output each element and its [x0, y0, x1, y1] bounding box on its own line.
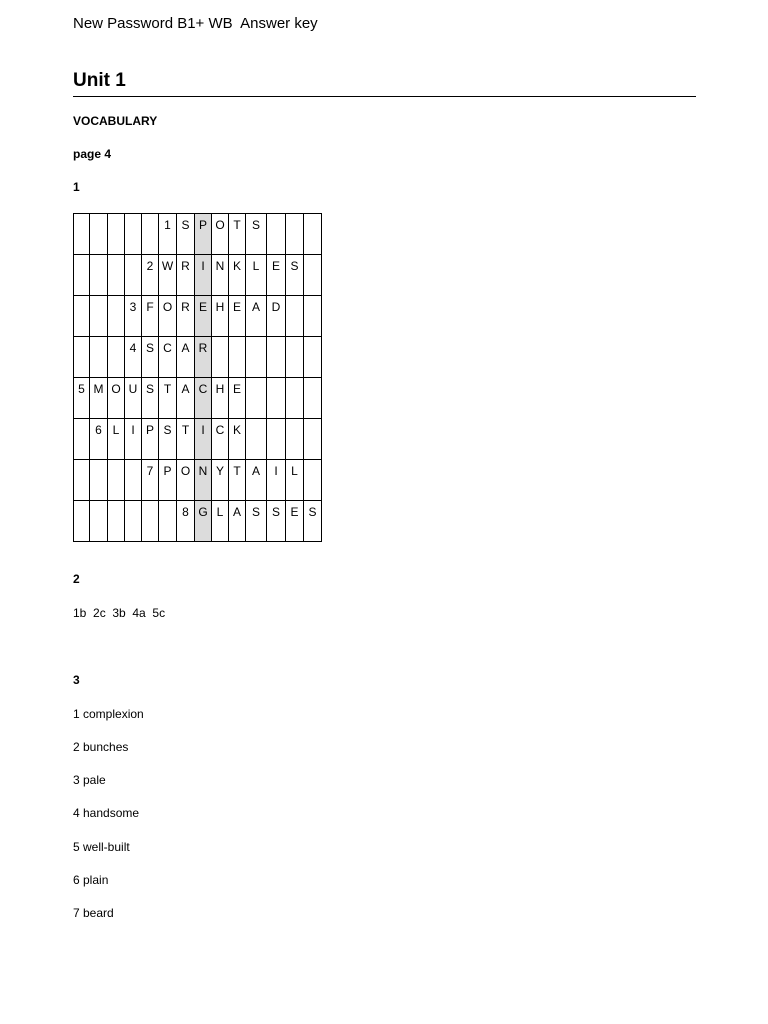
crossword-cell: I: [125, 419, 142, 460]
exercise-3-item: 7 beard: [73, 906, 114, 920]
crossword-cell: 5: [74, 378, 90, 419]
crossword-cell: [229, 337, 246, 378]
crossword-cell: L: [212, 501, 229, 542]
crossword-cell: [304, 460, 322, 501]
crossword-cell: [142, 501, 159, 542]
crossword-cell: U: [125, 378, 142, 419]
crossword-cell: [246, 378, 267, 419]
crossword-cell: [304, 378, 322, 419]
crossword-cell: F: [142, 296, 159, 337]
crossword-cell: T: [159, 378, 177, 419]
crossword-cell: Y: [212, 460, 229, 501]
crossword-cell: S: [246, 214, 267, 255]
crossword-cell: L: [246, 255, 267, 296]
crossword-cell: A: [177, 337, 195, 378]
crossword-cell: G: [195, 501, 212, 542]
crossword-cell: S: [177, 214, 195, 255]
crossword-cell: C: [212, 419, 229, 460]
crossword-cell: S: [246, 501, 267, 542]
crossword-cell: [108, 501, 125, 542]
crossword-cell: I: [195, 419, 212, 460]
crossword-cell: E: [229, 296, 246, 337]
crossword-cell: 1: [159, 214, 177, 255]
crossword-cell: E: [267, 255, 286, 296]
crossword-cell: [286, 378, 304, 419]
crossword-cell: R: [177, 296, 195, 337]
exercise-2-label: 2: [73, 572, 80, 586]
crossword-cell: [108, 214, 125, 255]
crossword-cell: [125, 255, 142, 296]
crossword-cell: T: [177, 419, 195, 460]
crossword-cell: C: [159, 337, 177, 378]
crossword-cell: P: [195, 214, 212, 255]
crossword-cell: [159, 501, 177, 542]
exercise-3-label: 3: [73, 673, 80, 687]
crossword-cell: N: [195, 460, 212, 501]
crossword-row: [74, 460, 322, 501]
crossword-cell: S: [142, 378, 159, 419]
crossword-cell: [267, 419, 286, 460]
crossword-cell: T: [229, 214, 246, 255]
crossword-cell: [212, 337, 229, 378]
crossword-cell: [304, 214, 322, 255]
crossword-cell: I: [267, 460, 286, 501]
crossword-cell: [90, 214, 108, 255]
exercise-3-item: 1 complexion: [73, 707, 144, 721]
crossword-cell: S: [159, 419, 177, 460]
crossword-cell: R: [177, 255, 195, 296]
crossword-cell: A: [177, 378, 195, 419]
crossword-cell: K: [229, 255, 246, 296]
crossword-cell: C: [195, 378, 212, 419]
exercise-2-answers: 1b 2c 3b 4a 5c: [73, 606, 166, 620]
crossword-cell: [246, 337, 267, 378]
crossword-cell: M: [90, 378, 108, 419]
crossword-cell: E: [229, 378, 246, 419]
crossword-cell: A: [246, 460, 267, 501]
crossword-cell: L: [108, 419, 125, 460]
crossword-row: [74, 419, 322, 460]
crossword-grid: [73, 213, 322, 542]
crossword-cell: [125, 214, 142, 255]
crossword-cell: [74, 460, 90, 501]
crossword-cell: A: [229, 501, 246, 542]
crossword-cell: O: [108, 378, 125, 419]
crossword-cell: [304, 337, 322, 378]
crossword-cell: [90, 501, 108, 542]
crossword-cell: [304, 296, 322, 337]
exercise-3-item: 2 bunches: [73, 740, 129, 754]
crossword-cell: [304, 419, 322, 460]
crossword-cell: [246, 419, 267, 460]
crossword-cell: N: [212, 255, 229, 296]
crossword-cell: [90, 255, 108, 296]
crossword-cell: 7: [142, 460, 159, 501]
crossword-cell: L: [286, 460, 304, 501]
crossword-cell: R: [195, 337, 212, 378]
crossword-cell: K: [229, 419, 246, 460]
crossword-cell: [108, 296, 125, 337]
crossword-row: [74, 214, 322, 255]
crossword-cell: P: [142, 419, 159, 460]
crossword-cell: [74, 501, 90, 542]
exercise-3-item: 5 well-built: [73, 840, 130, 854]
crossword-cell: [267, 378, 286, 419]
crossword-cell: [286, 296, 304, 337]
crossword-cell: [90, 460, 108, 501]
crossword-cell: S: [286, 255, 304, 296]
crossword-cell: I: [195, 255, 212, 296]
crossword-cell: [142, 214, 159, 255]
crossword-cell: E: [286, 501, 304, 542]
crossword-cell: [74, 296, 90, 337]
crossword-cell: [108, 337, 125, 378]
crossword-cell: W: [159, 255, 177, 296]
crossword-row: [74, 255, 322, 296]
heading-divider: [73, 96, 696, 97]
crossword-row: [74, 501, 322, 542]
crossword-cell: O: [159, 296, 177, 337]
crossword-cell: 4: [125, 337, 142, 378]
crossword-cell: [267, 214, 286, 255]
crossword-cell: [286, 337, 304, 378]
crossword-cell: 2: [142, 255, 159, 296]
crossword-row: [74, 378, 322, 419]
crossword-cell: E: [195, 296, 212, 337]
crossword-cell: O: [177, 460, 195, 501]
crossword-cell: [90, 296, 108, 337]
crossword-cell: [74, 419, 90, 460]
crossword-cell: H: [212, 296, 229, 337]
crossword-cell: [90, 337, 108, 378]
crossword-cell: O: [212, 214, 229, 255]
section-heading: VOCABULARY: [73, 114, 158, 128]
crossword-cell: P: [159, 460, 177, 501]
crossword-cell: [304, 255, 322, 296]
crossword-cell: A: [246, 296, 267, 337]
crossword-row: [74, 337, 322, 378]
crossword-cell: [125, 460, 142, 501]
crossword-cell: [74, 255, 90, 296]
crossword-cell: S: [142, 337, 159, 378]
unit-heading: Unit 1: [73, 70, 126, 91]
crossword-cell: D: [267, 296, 286, 337]
document-title: New Password B1+ WB Answer key: [73, 15, 318, 32]
crossword-cell: [286, 214, 304, 255]
crossword-cell: [267, 337, 286, 378]
crossword-cell: [74, 337, 90, 378]
crossword-cell: S: [304, 501, 322, 542]
crossword-cell: S: [267, 501, 286, 542]
exercise-3-item: 4 handsome: [73, 806, 140, 820]
crossword-cell: [74, 214, 90, 255]
crossword-cell: 8: [177, 501, 195, 542]
crossword-cell: 6: [90, 419, 108, 460]
crossword-cell: [125, 501, 142, 542]
crossword-row: [74, 296, 322, 337]
crossword-cell: [108, 460, 125, 501]
crossword-cell: T: [229, 460, 246, 501]
page-label: page 4: [73, 147, 112, 161]
crossword-cell: [286, 419, 304, 460]
exercise-3-item: 6 plain: [73, 873, 109, 887]
crossword-cell: [108, 255, 125, 296]
crossword-cell: H: [212, 378, 229, 419]
exercise-3-item: 3 pale: [73, 773, 106, 787]
exercise-1-label: 1: [73, 180, 80, 194]
crossword-cell: 3: [125, 296, 142, 337]
